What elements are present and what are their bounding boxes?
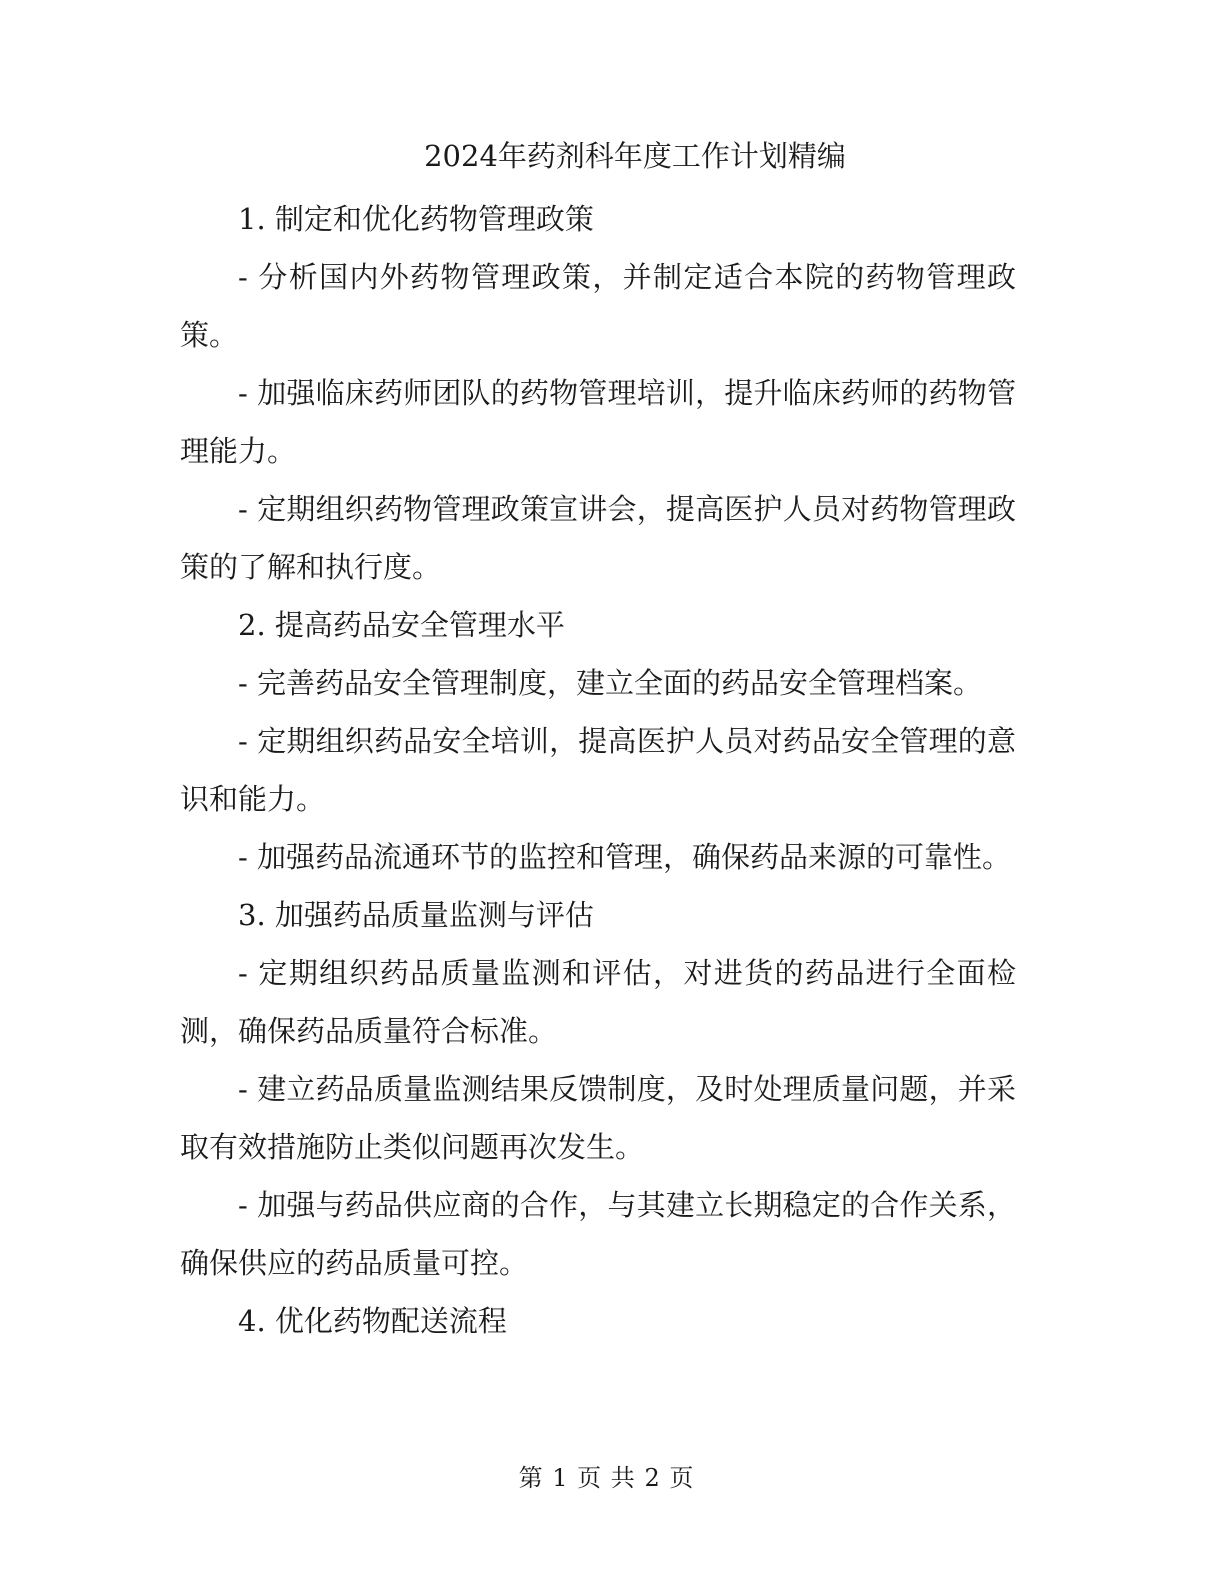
paragraph: - 分析国内外药物管理政策，并制定适合本院的药物管理政策。 <box>180 260 1016 352</box>
paragraph: - 定期组织药物管理政策宣讲会，提高医护人员对药物管理政策的了解和执行度。 <box>180 492 1016 584</box>
paragraph: - 加强临床药师团队的药物管理培训，提升临床药师的药物管理能力。 <box>180 376 1016 468</box>
section-heading-1: 1. 制定和优化药物管理政策 <box>238 202 594 236</box>
paragraph: - 建立药品质量监测结果反馈制度，及时处理质量问题，并采取有效措施防止类似问题再次发生。 <box>180 1072 1016 1164</box>
section-heading-3: 3. 加强药品质量监测与评估 <box>238 898 594 932</box>
paragraph: - 完善药品安全管理制度，建立全面的药品安全管理档案。 <box>238 666 983 700</box>
section-heading-2: 2. 提高药品安全管理水平 <box>238 608 565 642</box>
section-heading-4: 4. 优化药物配送流程 <box>238 1304 507 1338</box>
paragraph: - 定期组织药品质量监测和评估，对进货的药品进行全面检测，确保药品质量符合标准。 <box>180 956 1016 1048</box>
page-footer: 第 1 页 共 2 页 <box>518 1464 694 1492</box>
document-title: 2024年药剂科年度工作计划精编 <box>424 139 846 173</box>
document-body <box>180 190 1016 1350</box>
paragraph: - 加强与药品供应商的合作，与其建立长期稳定的合作关系，确保供应的药品质量可控。 <box>180 1188 1016 1280</box>
paragraph: - 定期组织药品安全培训，提高医护人员对药品安全管理的意识和能力。 <box>180 724 1016 816</box>
paragraph: - 加强药品流通环节的监控和管理，确保药品来源的可靠性。 <box>238 840 1012 874</box>
